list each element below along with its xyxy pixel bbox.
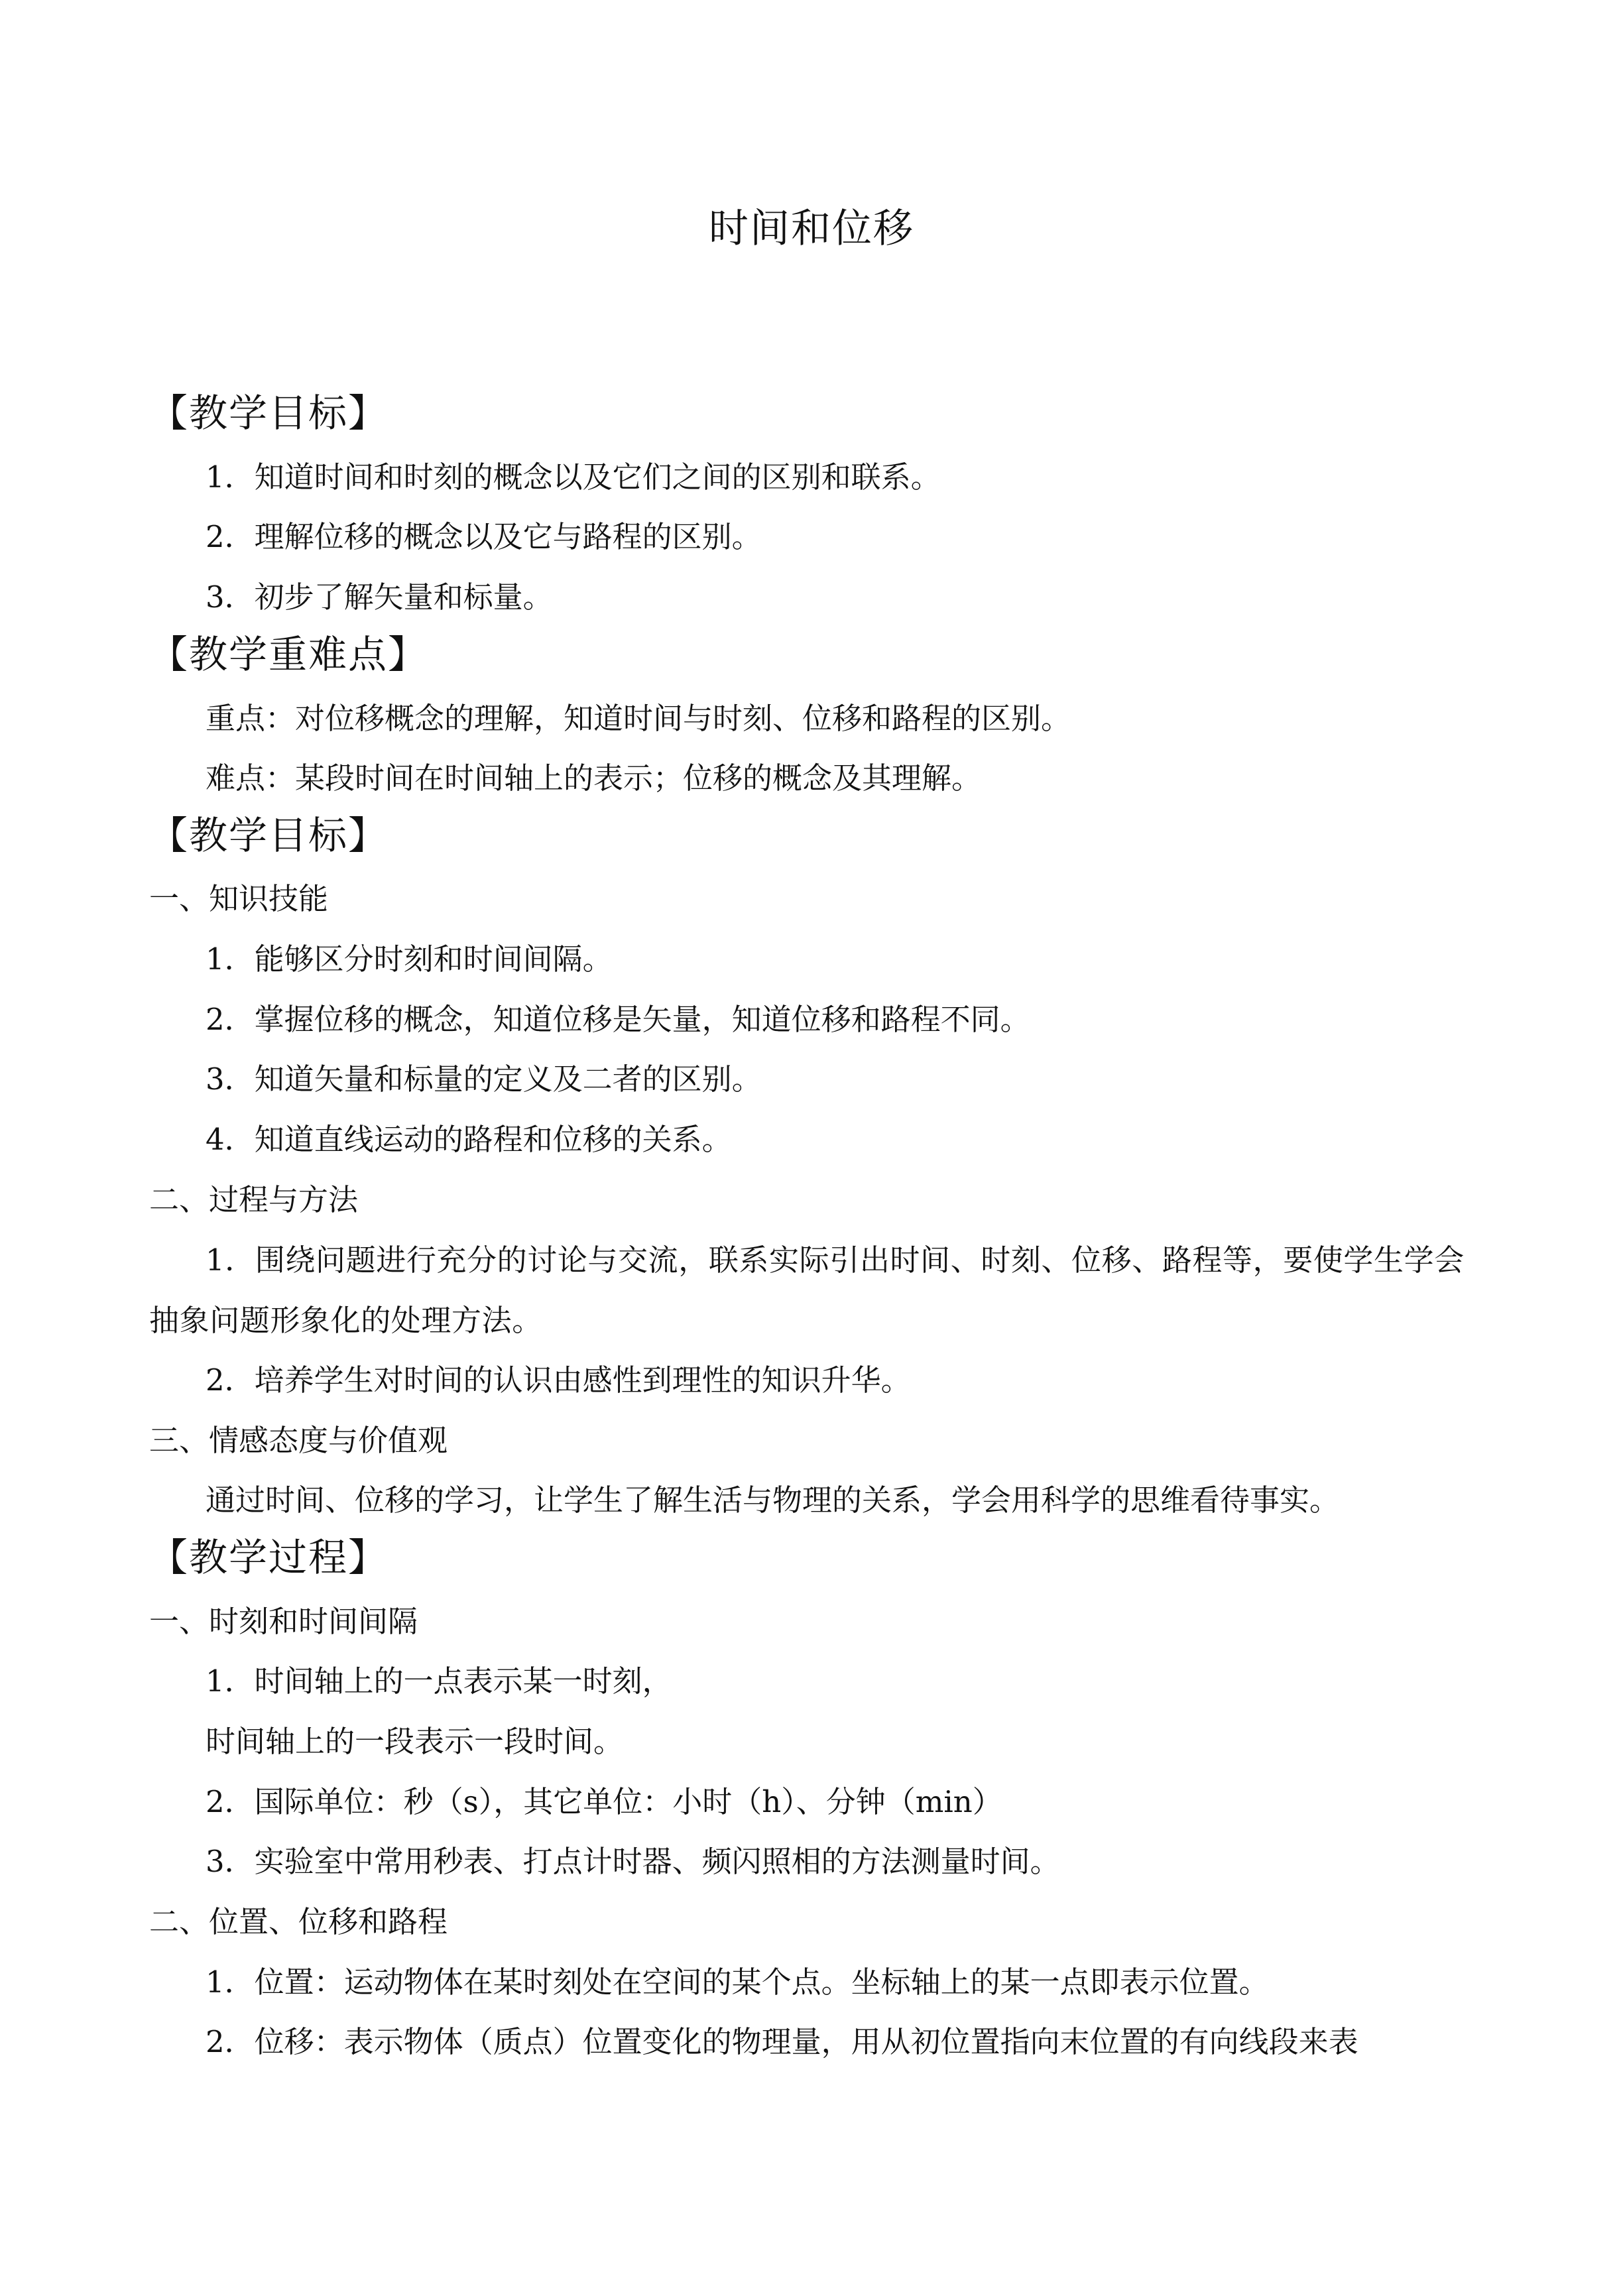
time-item-2: 2．国际单位：秒（s），其它单位：小时（h）、分钟（min）	[206, 1784, 1002, 1819]
difficult-point: 难点：某段时间在时间轴上的表示；位移的概念及其理解。	[206, 760, 982, 796]
position-item-2: 2．位移：表示物体（质点）位置变化的物理量，用从初位置指向末位置的有向线段来表	[206, 2024, 1358, 2059]
page-title: 时间和位移	[709, 206, 914, 252]
knowledge-heading: 一、知识技能	[149, 881, 329, 916]
emotion-text: 通过时间、位移的学习，让学生了解生活与物理的关系，学会用科学的思维看待事实。	[206, 1482, 1340, 1518]
time-heading: 一、时刻和时间间隔	[149, 1604, 418, 1639]
teaching-process-heading: 【教学过程】	[149, 1535, 389, 1580]
objectives-heading: 【教学目标】	[149, 391, 389, 436]
knowledge-item-1: 1．能够区分时刻和时间间隔。	[206, 941, 613, 977]
position-heading: 二、位置、位移和路程	[149, 1904, 448, 1939]
objective-item-1: 1．知道时间和时刻的概念以及它们之间的区别和联系。	[206, 459, 941, 495]
key-point: 重点：对位移概念的理解，知道时间与时刻、位移和路程的区别。	[206, 701, 1071, 736]
knowledge-item-2: 2．掌握位移的概念，知道位移是矢量，知道位移和路程不同。	[206, 1002, 1030, 1037]
objective-item-3: 3．初步了解矢量和标量。	[206, 579, 553, 615]
time-item-1: 1．时间轴上的一点表示某一时刻，	[206, 1663, 672, 1699]
knowledge-item-3: 3．知道矢量和标量的定义及二者的区别。	[206, 1061, 762, 1097]
process-heading: 二、过程与方法	[149, 1182, 359, 1217]
knowledge-item-4: 4．知道直线运动的路程和位移的关系。	[206, 1122, 732, 1157]
key-points-heading: 【教学重难点】	[149, 632, 428, 677]
emotion-heading: 三、情感态度与价值观	[149, 1423, 448, 1458]
time-item-1-cont: 时间轴上的一段表示一段时间。	[206, 1724, 624, 1759]
process-item-2: 2．培养学生对时间的认识由感性到理性的知识升华。	[206, 1362, 911, 1398]
objectives2-heading: 【教学目标】	[149, 813, 389, 858]
process-item-1: 1．围绕问题进行充分的讨论与交流，联系实际引出时间、时刻、位移、路程等，要使学生学会抽象问题形象化的处理方法。	[149, 1242, 1465, 1338]
position-item-1: 1．位置：运动物体在某时刻处在空间的某个点。坐标轴上的某一点即表示位置。	[206, 1964, 1269, 2000]
time-item-3: 3．实验室中常用秒表、打点计时器、频闪照相的方法测量时间。	[206, 1844, 1060, 1879]
objective-item-2: 2．理解位移的概念以及它与路程的区别。	[206, 519, 762, 554]
